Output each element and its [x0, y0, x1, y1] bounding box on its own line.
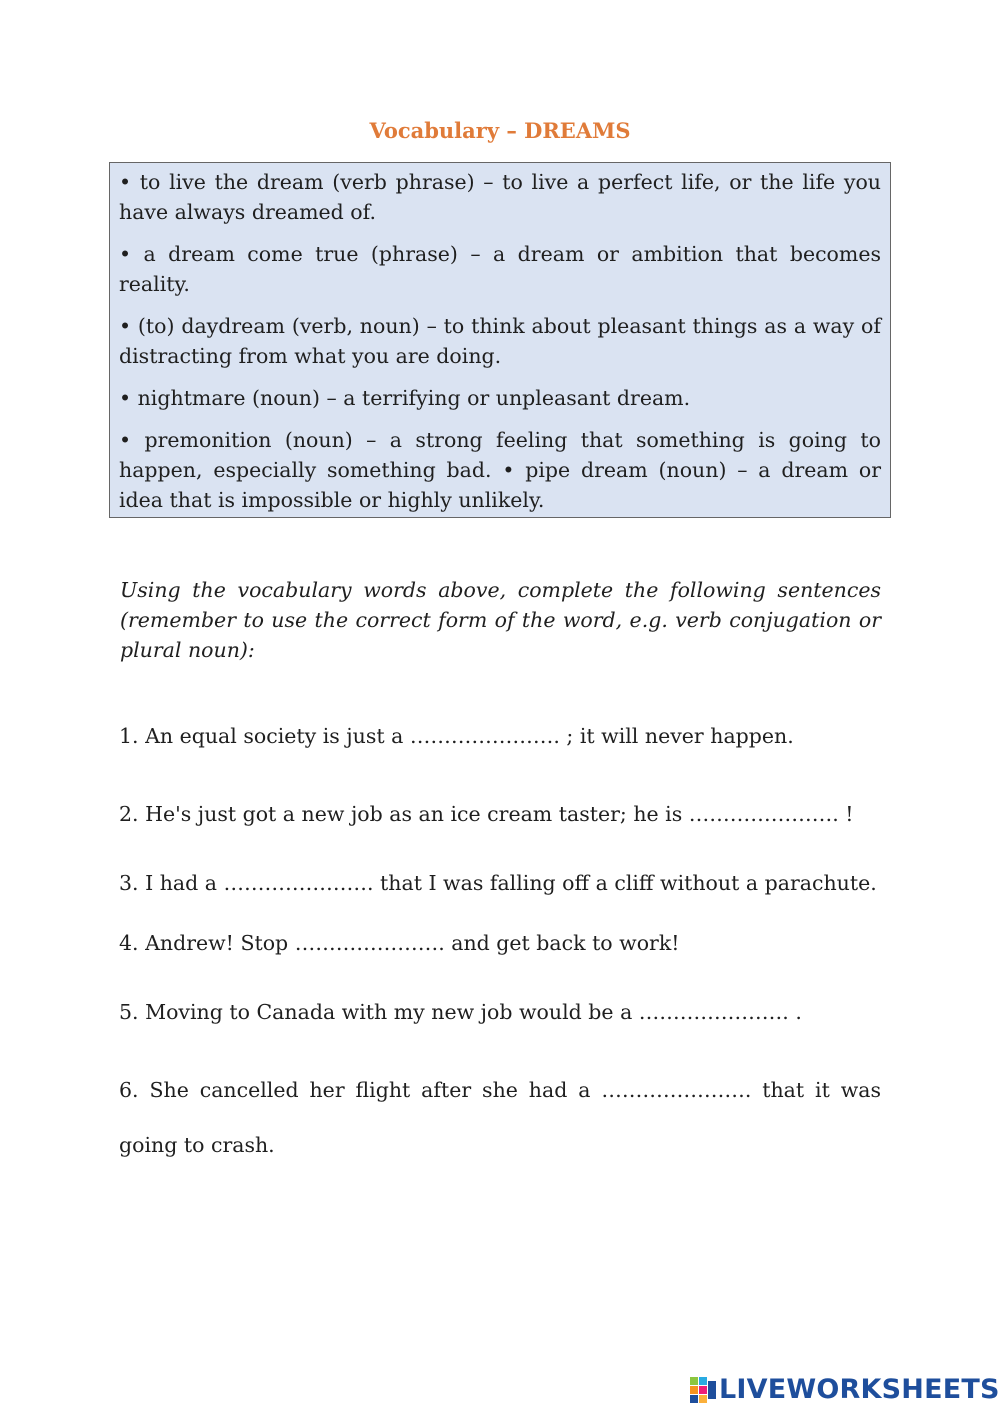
- vocabulary-entry-premonition-pipe-dream: • premonition (noun) – a strong feeling that something is going to happen, especially something bad. • pipe dream (noun) – a dream or idea that is impossible or highly unlikely.: [119, 428, 881, 512]
- vocabulary-box: [109, 162, 891, 518]
- exercise-item-1: 1. An equal society is just a …………………. ; it will never happen.: [119, 724, 794, 748]
- exercise-item-3: 3. I had a …………………. that I was falling off a cliff without a parachute.: [119, 871, 877, 895]
- exercise-item-5: 5. Moving to Canada with my new job would be a …………………. .: [119, 1000, 802, 1024]
- liveworksheets-logo: [690, 1374, 1000, 1405]
- exercise-item-4: 4. Andrew! Stop …………………. and get back to work!: [119, 931, 680, 955]
- vocabulary-entry-nightmare: • nightmare (noun) – a terrifying or unpleasant dream.: [119, 386, 691, 410]
- liveworksheets-logo-icon: [690, 1377, 716, 1403]
- exercise-list: [119, 718, 881, 1187]
- vocabulary-entry-live-the-dream: • to live the dream (verb phrase) – to live a perfect life, or the life you have always dreamed of.: [119, 170, 881, 224]
- liveworksheets-logo-text: LIVEWORKSHEETS: [719, 1374, 1000, 1405]
- page-title: Vocabulary – DREAMS: [369, 118, 631, 143]
- exercise-item-6: 6. She cancelled her flight after she had a …………………. that it was going to crash.: [119, 1078, 881, 1157]
- vocabulary-entry-dream-come-true: • a dream come true (phrase) – a dream or ambition that becomes reality.: [119, 242, 881, 296]
- exercise-item-2: 2. He's just got a new job as an ice cream taster; he is …………………. !: [119, 802, 854, 826]
- exercise-instructions: Using the vocabulary words above, complete the following sentences (remember to use the correct form of the word, e.g. verb conjugation or plural noun):: [120, 578, 881, 662]
- vocabulary-entry-daydream: • (to) daydream (verb, noun) – to think about pleasant things as a way of distracting from what you are doing.: [119, 314, 881, 368]
